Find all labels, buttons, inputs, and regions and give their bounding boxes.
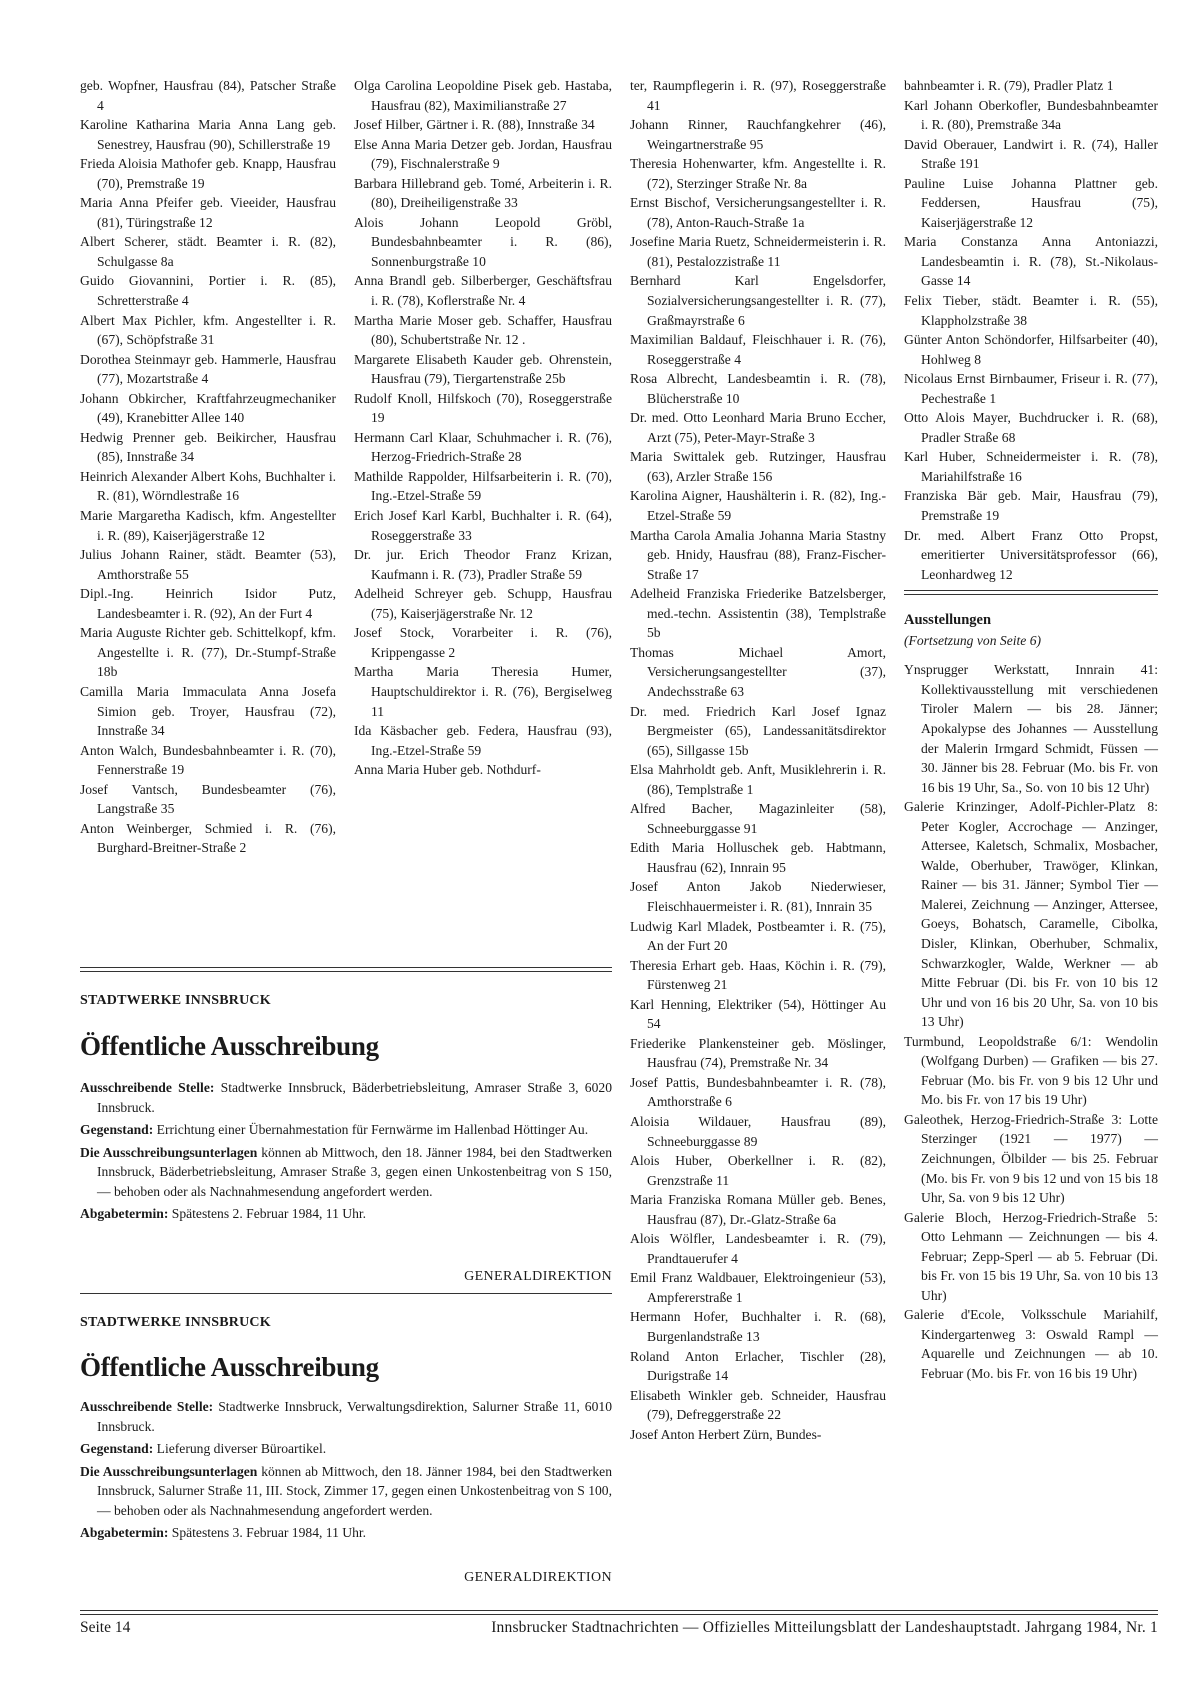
list-item: Pauline Luise Johanna Plattner geb. Feddersen, Hausfrau (75), Kaiserjägerstraße 12 <box>904 175 1158 230</box>
list-item: Karoline Katharina Maria Anna Lang geb. Senestrey, Hausfrau (90), Schillerstraße 19 <box>80 117 336 152</box>
announcement-2-organisation: STADTWERKE INNSBRUCK <box>80 1315 271 1330</box>
list-item: ter, Raumpflegerin i. R. (97), Roseggerstraße 41 <box>630 78 886 113</box>
list-item: Maria Anna Pfeifer geb. Vieeider, Hausfrau (81), Türingstraße 12 <box>80 195 336 230</box>
exhibition-item: Galerie Krinzinger, Adolf-Pichler-Platz 8: Peter Kogler, Accrochage — Anzinger, Attersee, Kaletsch, Schmalix, Mosbacher, Walde, Oberhuber, Trawöger, Klinkan, Rainer — bis 31. Jänner; Symbol Tier — Malerei, Zeichnung — Anzinger, Attersee, Goeys, Bohatsch, Caramelle, Cibolka, Disler, Klinkan, Oberhuber, Schmalix, Schwarzkogler, Walde, Werkner — ab Mitte Februar (Di. bis Fr. von 10 bis 12 Uhr und von 16 bis 20 Uhr, Sa. von 10 bis 13 Uhr) <box>904 799 1158 1030</box>
list-item: Roland Anton Erlacher, Tischler (28), Durigstraße 14 <box>630 1348 886 1384</box>
list-item: Karl Johann Oberkofler, Bundesbahnbeamter i. R. (80), Premstraße 34a <box>904 97 1158 133</box>
list-item: Maximilian Baldauf, Fleischhauer i. R. (76), Roseggerstraße 4 <box>630 332 886 367</box>
list-item: Dr. jur. Erich Theodor Franz Krizan, Kaufmann i. R. (73), Pradler Straße 59 <box>354 547 612 582</box>
list-item: Josef Anton Herbert Zürn, Bundes- <box>630 1426 822 1442</box>
list-item: Ludwig Karl Mladek, Postbeamter i. R. (75), An der Furt 20 <box>630 918 886 954</box>
obituary-column-3 <box>630 76 886 1444</box>
exhibition-item: Turmbund, Leopoldstraße 6/1: Wendolin (Wolfgang Durben) — Grafiken — bis 27. Februar (Mo. bis Fr. von 9 bis 12 Uhr und Mo. bis Fr. von 17 bis 19 Uhr) <box>904 1033 1158 1108</box>
list-item: geb. Wopfner, Hausfrau (84), Patscher Straße 4 <box>80 78 336 113</box>
list-item: Ida Käsbacher geb. Federa, Hausfrau (93), Ing.-Etzel-Straße 59 <box>354 723 612 758</box>
announcement-2-gegenstand <box>80 1439 612 1459</box>
list-item: Alois Johann Leopold Gröbl, Bundesbahnbeamter i. R. (86), Sonnenburgstraße 10 <box>354 214 612 269</box>
list-item: Hermann Hofer, Buchhalter i. R. (68), Burgenlandstraße 13 <box>630 1309 886 1344</box>
list-item: Rosa Albrecht, Landesbeamtin i. R. (78), Blücherstraße 10 <box>630 371 886 406</box>
value: Lieferung diverser Büroartikel. <box>153 1441 327 1456</box>
list-item: Josef Hilber, Gärtner i. R. (88), Innstraße 34 <box>354 117 595 133</box>
list-item: Johann Rinner, Rauchfangkehrer (46), Weingartnerstraße 95 <box>630 117 886 152</box>
list-item: Theresia Hohenwarter, kfm. Angestellte i. R. (72), Sterzinger Straße Nr. 8a <box>630 156 886 191</box>
list-item: Karl Henning, Elektriker (54), Höttinger Au 54 <box>630 996 886 1032</box>
list-item: Johann Obkircher, Kraftfahrzeugmechaniker (49), Kranebitter Allee 140 <box>80 390 336 426</box>
label: Die Ausschreibungsunterlagen <box>80 1463 258 1479</box>
value: können ab Mittwoch, den 18. Jänner 1984, bei den Stadtwerken Innsbruck, Bäderbetriebsleitung, Amraser Straße 3, gegen einen Unkostenbeitrag von S 150,— behoben oder als Nachnahmesendung angefordert werden. <box>97 1144 612 1199</box>
value: Stadtwerke Innsbruck, Verwaltungsdirektion, Salurner Straße 11, 6010 Innsbruck. <box>97 1399 612 1434</box>
list-item: Dipl.-Ing. Heinrich Isidor Putz, Landesbeamter i. R. (92), An der Furt 4 <box>80 586 336 621</box>
list-item: Erich Josef Karl Karbl, Buchhalter i. R. (64), Roseggerstraße 33 <box>354 508 612 543</box>
label: Die Ausschreibungsunterlagen <box>80 1144 258 1160</box>
publication-masthead: Innsbrucker Stadtnachrichten — Offizielles Mitteilungsblatt der Landeshauptstadt. Jahrgang 1984, Nr. 1 <box>491 1619 1158 1636</box>
label: Gegenstand: <box>80 1441 154 1456</box>
list-item: Marie Margaretha Kadisch, kfm. Angestellter i. R. (89), Kaiserjägerstraße 12 <box>80 508 336 543</box>
section-divider <box>80 1293 612 1294</box>
announcement-1-title: Öffentliche Ausschreibung <box>80 1031 379 1061</box>
list-item: Alois Huber, Oberkellner i. R. (82), Grenzstraße 11 <box>630 1153 886 1188</box>
list-item: Margarete Elisabeth Kauder geb. Ohrenstein, Hausfrau (79), Tiergartenstraße 25b <box>354 351 612 387</box>
list-item: Anton Weinberger, Schmied i. R. (76), Burghard-Breitner-Straße 2 <box>80 820 336 856</box>
exhibitions-continued-note: (Fortsetzung von Seite 6) <box>904 632 1042 648</box>
list-item: Aloisia Wildauer, Hausfrau (89), Schneeburggasse 89 <box>630 1113 886 1149</box>
list-item: Martha Carola Amalia Johanna Maria Stastny geb. Hnidy, Hausfrau (88), Franz-Fischer-Straße 17 <box>630 527 886 582</box>
list-item: Camilla Maria Immaculata Anna Josefa Simion geb. Troyer, Hausfrau (72), Innstraße 34 <box>80 683 336 739</box>
label: Ausschreibende Stelle: <box>80 1080 215 1095</box>
announcement-1-organisation: STADTWERKE INNSBRUCK <box>80 993 271 1008</box>
list-item: Josef Stock, Vorarbeiter i. R. (76), Krippengasse 2 <box>354 625 612 660</box>
announcement-1-stelle <box>80 1078 612 1117</box>
list-item: Elisabeth Winkler geb. Schneider, Hausfrau (79), Defreggerstraße 22 <box>630 1387 886 1423</box>
announcement-1-signature: GENERALDIREKTION <box>464 1269 612 1284</box>
page-number: Seite 14 <box>80 1619 131 1636</box>
list-item: Dorothea Steinmayr geb. Hammerle, Hausfrau (77), Mozartstraße 4 <box>80 351 336 387</box>
footer-divider <box>80 1610 1158 1615</box>
list-item: Theresia Erhart geb. Haas, Köchin i. R. (79), Fürstenweg 21 <box>630 957 886 993</box>
announcement-2-title: Öffentliche Ausschreibung <box>80 1352 379 1382</box>
label: Abgabetermin: <box>80 1525 169 1540</box>
list-item: Edith Maria Holluschek geb. Habtmann, Hausfrau (62), Innrain 95 <box>630 840 886 875</box>
list-item: Anna Brandl geb. Silberberger, Geschäftsfrau i. R. (78), Koflerstraße Nr. 4 <box>354 273 612 309</box>
list-item: Bernhard Karl Engelsdorfer, Sozialversicherungsangestellter i. R. (77), Graßmayrstraße 6 <box>630 273 886 328</box>
list-item: Günter Anton Schöndorfer, Hilfsarbeiter (40), Hohlweg 8 <box>904 332 1158 367</box>
list-item: Anton Walch, Bundesbahnbeamter i. R. (70), Fennerstraße 19 <box>80 742 336 778</box>
obituary-list-1 <box>80 76 336 858</box>
announcement-1-unterlagen <box>80 1143 612 1202</box>
list-item: Adelheid Schreyer geb. Schupp, Hausfrau (75), Kaiserjägerstraße Nr. 12 <box>354 586 612 621</box>
announcement-1-gegenstand <box>80 1120 612 1140</box>
value: Spätestens 2. Februar 1984, 11 Uhr. <box>168 1206 367 1221</box>
list-item: Felix Tieber, städt. Beamter i. R. (55), Klappholzstraße 38 <box>904 293 1158 328</box>
list-item: Martha Marie Moser geb. Schaffer, Hausfrau (80), Schubertstraße Nr. 12 . <box>354 312 612 348</box>
list-item: Josef Vantsch, Bundesbeamter (76), Langstraße 35 <box>80 781 336 817</box>
list-item: Elsa Mahrholdt geb. Anft, Musiklehrerin i. R. (86), Templstraße 1 <box>630 762 886 797</box>
list-item: Dr. med. Albert Franz Otto Propst, emeritierter Universitätsprofessor (66), Leonhardweg 12 <box>904 527 1158 582</box>
value: Errichtung einer Übernahmestation für Fernwärme im Hallenbad Höttinger Au. <box>153 1122 589 1137</box>
exhibitions-heading: Ausstellungen <box>904 612 992 629</box>
announcement-2-abgabe <box>80 1523 612 1543</box>
list-item: David Oberauer, Landwirt i. R. (74), Haller Straße 191 <box>904 136 1158 172</box>
value: Stadtwerke Innsbruck, Bäderbetriebsleitung, Amraser Straße 3, 6020 Innsbruck. <box>97 1080 612 1115</box>
list-item: Otto Alois Mayer, Buchdrucker i. R. (68), Pradler Straße 68 <box>904 410 1158 445</box>
list-item: bahnbeamter i. R. (79), Pradler Platz 1 <box>904 78 1114 93</box>
list-item: Maria Swittalek geb. Rutzinger, Hausfrau (63), Arzler Straße 156 <box>630 449 886 484</box>
announcement-2-signature: GENERALDIREKTION <box>464 1570 612 1585</box>
list-item: Josefine Maria Ruetz, Schneidermeisterin i. R. (81), Pestalozzistraße 11 <box>630 234 886 269</box>
list-item: Hermann Carl Klaar, Schuhmacher i. R. (76), Herzog-Friedrich-Straße 28 <box>354 429 612 465</box>
list-item: Alois Wölfler, Landesbeamter i. R. (79), Prandtauerufer 4 <box>630 1231 886 1266</box>
list-item: Rudolf Knoll, Hilfskoch (70), Roseggerstraße 19 <box>354 390 612 426</box>
list-item: Julius Johann Rainer, städt. Beamter (53), Amthorstraße 55 <box>80 547 336 582</box>
list-item: Emil Franz Waldbauer, Elektroingenieur (53), Ampfererstraße 1 <box>630 1270 886 1305</box>
announcement-2-stelle <box>80 1397 612 1436</box>
list-item: Adelheid Franziska Friederike Batzelsberger, med.-techn. Assistentin (38), Templstraße 5b <box>630 586 886 641</box>
value: können ab Mittwoch, den 18. Jänner 1984, bei den Stadtwerken Innsbruck, Salurner Straße 11, III. Stock, Zimmer 17, gegen einen Unkostenbeitrag von S 100,— behoben oder als Nachnahmesendung angefordert werden. <box>97 1463 612 1518</box>
exhibition-item: Galerie Bloch, Herzog-Friedrich-Straße 5: Otto Lehmann — Zeichnungen — bis 4. Februar; Zepp-Sperl — ab 5. Februar (Di. bis Fr. von 15 bis 19 Uhr, Sa. von 10 bis 13 Uhr) <box>904 1209 1158 1303</box>
section-divider <box>904 590 1158 595</box>
announcement-1-body <box>80 1078 612 1227</box>
exhibition-item: Galeothek, Herzog-Friedrich-Straße 3: Lotte Sterzinger (1921 — 1977) — Zeichnungen, Ölbilder — bis 25. Februar (Mo. bis Fr. von 9 bis 12 und von 15 bis 18 Uhr, Sa. von 9 bis 12 Uhr) <box>904 1111 1158 1206</box>
announcement-1-abgabe <box>80 1204 612 1224</box>
label: Ausschreibende Stelle: <box>80 1399 214 1414</box>
list-item: Heinrich Alexander Albert Kohs, Buchhalter i. R. (81), Wörndlestraße 16 <box>80 468 336 504</box>
list-item: Nicolaus Ernst Birnbaumer, Friseur i. R. (77), Pechestraße 1 <box>904 371 1158 406</box>
obituary-column-2 <box>354 76 612 780</box>
list-item: Guido Giovannini, Portier i. R. (85), Schretterstraße 4 <box>80 273 336 309</box>
list-item: Olga Carolina Leopoldine Pisek geb. Hastaba, Hausfrau (82), Maximilianstraße 27 <box>354 78 612 113</box>
label: Abgabetermin: <box>80 1206 169 1221</box>
list-item: Maria Franziska Romana Müller geb. Benes, Hausfrau (87), Dr.-Glatz-Straße 6a <box>630 1192 886 1227</box>
list-item: Friederike Plankensteiner geb. Möslinger, Hausfrau (74), Premstraße Nr. 34 <box>630 1035 886 1071</box>
section-divider <box>80 967 612 972</box>
list-item: Albert Scherer, städt. Beamter i. R. (82), Schulgasse 8a <box>80 234 336 269</box>
list-item: Dr. med. Friedrich Karl Josef Ignaz Bergmeister (65), Landessanitätsdirektor (65), Sillgasse 15b <box>630 703 886 758</box>
list-item: Karl Huber, Schneidermeister i. R. (78), Mariahilfstraße 16 <box>904 449 1158 484</box>
list-item: Ernst Bischof, Versicherungsangestellter i. R. (78), Anton-Rauch-Straße 1a <box>630 195 886 230</box>
list-item: Franziska Bär geb. Mair, Hausfrau (79), Premstraße 19 <box>904 488 1158 524</box>
list-item: Maria Auguste Richter geb. Schittelkopf, kfm. Angestellte i. R. (77), Dr.-Stumpf-Straße 18b <box>80 625 336 680</box>
list-item: Mathilde Rappolder, Hilfsarbeiterin i. R. (70), Ing.-Etzel-Straße 59 <box>354 468 612 504</box>
obituary-column-4 <box>904 76 1158 1384</box>
announcement-2-body <box>80 1397 612 1546</box>
list-item: Thomas Michael Amort, Versicherungsangestellter (37), Andechsstraße 63 <box>630 644 886 699</box>
list-item: Dr. med. Otto Leonhard Maria Bruno Eccher, Arzt (75), Peter-Mayr-Straße 3 <box>630 410 886 445</box>
list-item: Frieda Aloisia Mathofer geb. Knapp, Hausfrau (70), Premstraße 19 <box>80 156 336 191</box>
list-item: Hedwig Prenner geb. Beikircher, Hausfrau (85), Innstraße 34 <box>80 429 336 465</box>
list-item: Martha Maria Theresia Humer, Hauptschuldirektor i. R. (76), Bergiselweg 11 <box>354 664 612 719</box>
list-item: Albert Max Pichler, kfm. Angestellter i. R. (67), Schöpfstraße 31 <box>80 312 336 348</box>
list-item: Barbara Hillebrand geb. Tomé, Arbeiterin i. R. (80), Dreiheiligenstraße 33 <box>354 175 612 211</box>
exhibition-item: Galerie d'Ecole, Volksschule Mariahilf, Kindergartenweg 3: Oswald Rampl — Aquarelle und Zeichnungen — ab 10. Februar (Mo. bis Fr. von 16 bis 19 Uhr) <box>904 1307 1158 1381</box>
list-item: Anna Maria Huber geb. Nothdurf- <box>354 762 541 778</box>
exhibition-item: Ynsprugger Werkstatt, Innrain 41: Kollektivausstellung mit verschiedenen Tiroler Malern — bis 28. Jänner; Apokalypse des Johannes — Ausstellung der Malerin Irmgard Schmidt, Füssen — 30. Jänner bis 28. Februar (Mo. bis Fr. von 16 bis 19 Uhr, Sa., So. von 10 bis 12 Uhr) <box>904 662 1158 795</box>
value: Spätestens 3. Februar 1984, 11 Uhr. <box>168 1525 367 1540</box>
list-item: Maria Constanza Anna Antoniazzi, Landesbeamtin i. R. (78), St.-Nikolaus-Gasse 14 <box>904 234 1158 289</box>
label: Gegenstand: <box>80 1122 154 1137</box>
list-item: Else Anna Maria Detzer geb. Jordan, Hausfrau (79), Fischnalerstraße 9 <box>354 136 612 172</box>
list-item: Karolina Aigner, Haushälterin i. R. (82), Ing.-Etzel-Straße 59 <box>630 488 886 524</box>
list-item: Josef Pattis, Bundesbahnbeamter i. R. (78), Amthorstraße 6 <box>630 1074 886 1110</box>
announcement-2-unterlagen <box>80 1462 612 1521</box>
list-item: Alfred Bacher, Magazinleiter (58), Schneeburggasse 91 <box>630 801 886 836</box>
list-item: Josef Anton Jakob Niederwieser, Fleischhauermeister i. R. (81), Innrain 35 <box>630 879 886 914</box>
